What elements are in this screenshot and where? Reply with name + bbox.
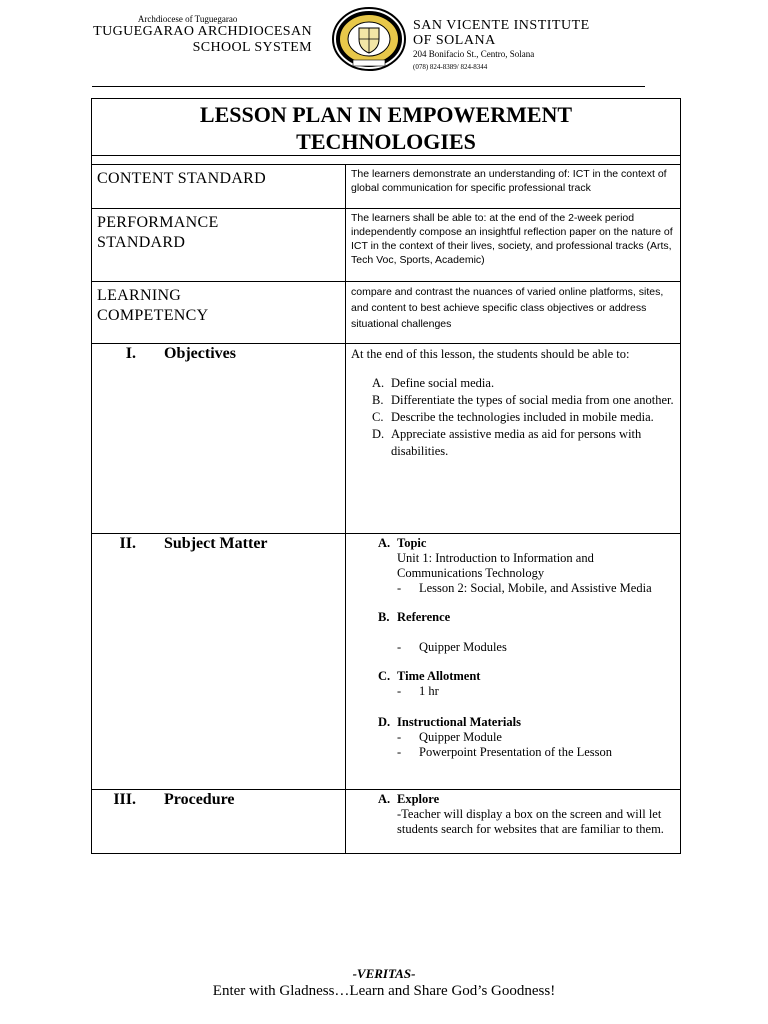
reference-item: - Quipper Modules (397, 640, 507, 654)
lesson-plan-table (91, 98, 681, 854)
subject-number: II. (119, 535, 136, 552)
school-system-line2: SCHOOL SYSTEM (192, 40, 312, 55)
procedure-number: III. (113, 791, 136, 808)
school-system-line1: TUGUEGARAO ARCHDIOCESAN (93, 24, 312, 39)
performance-label-line1: PERFORMANCE (97, 214, 219, 231)
learning-competency-label (92, 282, 346, 344)
performance-standard-text: The learners shall be able to: at the end of the 2-week period independently compose an insightful reflection paper on the nature of ICT in the context of their lives, society, and professional tracks (Arts, Tech Voc, Sports, Academic) (346, 209, 681, 282)
school-motto: Enter with Gladness…Learn and Share God’s Goodness! (212, 983, 556, 999)
subject-name: Subject Matter (164, 535, 268, 552)
objectives-name: Objectives (164, 345, 236, 362)
procedure-heading (92, 790, 346, 854)
competency-label-line2: COMPETENCY (97, 307, 209, 324)
school-seal-logo (331, 6, 407, 72)
spacer-row (92, 156, 681, 165)
materials-heading: D. Instructional Materials (378, 715, 521, 729)
institute-block (413, 18, 590, 71)
title-line1: LESSON PLAN IN EMPOWERMENT (199, 102, 573, 127)
materials-item: - Quipper Module (397, 730, 502, 744)
title-line2: TECHNOLOGIES (296, 129, 476, 154)
learning-competency-text: compare and contrast the nuances of varied online platforms, sites, and content to best achieve specific class objectives or address situational challenges (346, 282, 681, 344)
veritas-tagline: -VERITAS- (352, 966, 416, 981)
objectives-number: I. (125, 345, 136, 362)
objectives-intro: At the end of this lesson, the students should be able to: (351, 347, 630, 361)
objective-item: D. Appreciate assistive media as aid for persons with disabilities. (372, 427, 642, 458)
reference-heading: B. Reference (378, 610, 451, 624)
objective-item: B. Differentiate the types of social media from one another. (372, 393, 674, 407)
procedure-content (346, 790, 681, 854)
institute-address: 204 Bonifacio St., Centro, Solana (413, 49, 535, 59)
institute-name-line1: SAN VICENTE INSTITUTE (413, 18, 590, 33)
performance-label-line2: STANDARD (97, 234, 186, 251)
subject-matter-content (346, 534, 681, 790)
lesson-plan-title (92, 99, 681, 156)
explore-text: -Teacher will display a box on the screen and will let students search for websites that are familiar to them. (397, 807, 664, 836)
performance-standard-label (92, 209, 346, 282)
institute-phone: (078) 824-8389/ 824-8344 (413, 63, 488, 71)
objectives-content (346, 344, 681, 534)
institute-name-line2: OF SOLANA (413, 33, 496, 48)
procedure-name: Procedure (164, 791, 235, 808)
content-standard-text: The learners demonstrate an understanding of: ICT in the context of global communication for specific professional track (346, 165, 681, 209)
topic-text: Unit 1: Introduction to Information and Communications Technology (397, 551, 594, 580)
competency-label-line1: LEARNING (97, 287, 182, 304)
diocese-name: Archdiocese of Tuguegarao (137, 14, 238, 24)
explore-heading: A. Explore (378, 792, 440, 806)
objectives-heading (92, 344, 346, 534)
archdiocese-block (93, 14, 312, 56)
time-allotment-heading: C. Time Allotment (378, 669, 481, 683)
materials-item: - Powerpoint Presentation of the Lesson (397, 745, 613, 759)
letterhead (0, 0, 768, 90)
topic-heading: A. Topic (378, 536, 427, 550)
time-allotment-item: - 1 hr (397, 684, 439, 698)
objective-item: A. Define social media. (372, 376, 495, 390)
header-divider (92, 86, 645, 87)
content-standard-label: CONTENT STANDARD (92, 165, 346, 209)
subject-matter-heading (92, 534, 346, 790)
topic-lesson: - Lesson 2: Social, Mobile, and Assistive Media (397, 581, 652, 595)
objectives-list (351, 375, 674, 460)
objective-item: C. Describe the technologies included in mobile media. (372, 410, 654, 424)
